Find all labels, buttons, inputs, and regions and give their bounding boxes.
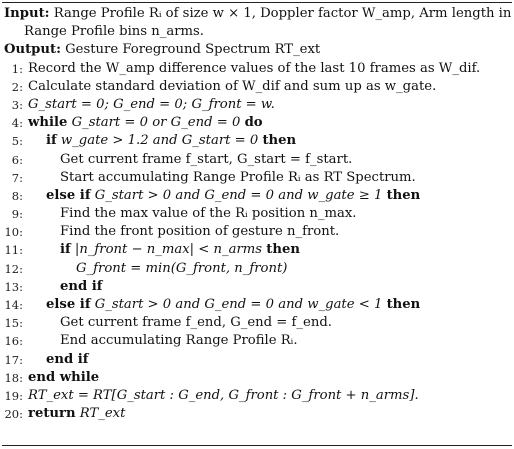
input-text: Range Profile Rᵢ of size w × 1, Doppler factor W_amp, Arm length in [53,6,512,21]
keyword: then [386,297,421,312]
algo-line [2,132,512,150]
line-text: Find the front position of gesture n_front. [60,224,340,240]
line-number: 4: [11,116,23,131]
line-number: 11: [4,243,23,258]
output-line [2,41,512,59]
keyword: return [28,406,76,422]
line-text: |n_front − n_max| < n_arms [74,242,263,258]
algo-line [2,241,512,259]
line-number: 19: [4,388,23,403]
algo-line [2,369,512,387]
line-number: 17: [4,352,23,367]
line-number: 1: [11,61,23,76]
line-number: 10: [4,225,23,240]
line-number: 14: [4,298,23,312]
algo-line [2,114,512,132]
output-label: Output: [4,42,61,58]
input-label: Input: [4,6,50,21]
input-text-2: Range Profile bins n_arms. [24,24,204,40]
line-text: G_start = 0; G_end = 0; G_front = w. [28,96,275,112]
line-number: 9: [11,207,23,222]
keyword: if [46,133,57,149]
line-number: 8: [11,188,23,203]
algo-line [2,260,512,278]
line-number: 15: [4,316,23,331]
line-number: 7: [11,170,23,185]
algo-line [2,278,512,296]
line-text: End accumulating Range Profile Rᵢ. [60,333,298,349]
line-text: w_gate > 1.2 and G_start = 0 [60,133,259,149]
keyword: then [386,187,421,203]
algo-line [2,296,512,314]
line-text: G_start > 0 and G_end = 0 and w_gate < 1 [94,297,383,312]
keyword: end if [60,278,103,294]
line-number: 20: [4,407,23,422]
algo-line [2,314,512,332]
line-number: 5: [11,134,23,149]
algo-line [2,78,512,96]
algo-line [2,60,512,78]
algo-line [2,387,512,405]
line-number: 3: [11,97,23,112]
algo-line [2,223,512,241]
line-text: Get current frame f_start, G_start = f_start. [60,151,353,167]
line-text: G_front = min(G_front, n_front) [76,260,288,276]
line-text: G_start > 0 and G_end = 0 and w_gate ≥ 1 [94,187,383,203]
line-text: Calculate standard deviation of W_dif and sum up as w_gate. [28,78,437,94]
keyword: end while [28,369,100,385]
keyword: then [262,133,297,149]
keyword: end if [46,351,89,367]
line-text: RT_ext [79,406,126,422]
keyword: else if [46,297,91,312]
line-number: 16: [4,334,23,349]
line-number: 12: [4,261,23,276]
algo-line [2,169,512,187]
input-line-cont [2,23,512,41]
algo-line [2,405,512,423]
algo-line [2,351,512,369]
algo-line [2,151,512,169]
algo-line [2,187,512,205]
line-text: G_start = 0 or G_end = 0 [71,115,241,131]
algo-line [2,205,512,223]
line-text: RT_ext = RT[G_start : G_end, G_front : G_front + n_arms]. [28,387,419,403]
keyword: then [266,242,300,258]
line-text: Get current frame f_end, G_end = f_end. [60,315,332,331]
line-number: 13: [4,279,23,294]
algo-line [2,332,512,350]
input-line [2,5,512,23]
keyword: else if [46,187,91,203]
line-number: 18: [4,370,23,385]
keyword: do [244,115,263,131]
line-number: 2: [11,79,23,94]
algo-line [2,96,512,114]
line-number: 6: [11,152,23,167]
output-text: Gesture Foreground Spectrum RT_ext [65,42,321,58]
algorithm-box [2,2,512,446]
line-text: Start accumulating Range Profile Rᵢ as RT Spectrum. [60,169,416,185]
line-text: Record the W_amp difference values of the last 10 frames as W_dif. [28,60,481,76]
line-text: Find the max value of the Rᵢ position n_max. [60,206,357,222]
keyword: if [60,242,71,258]
keyword: while [28,115,68,131]
